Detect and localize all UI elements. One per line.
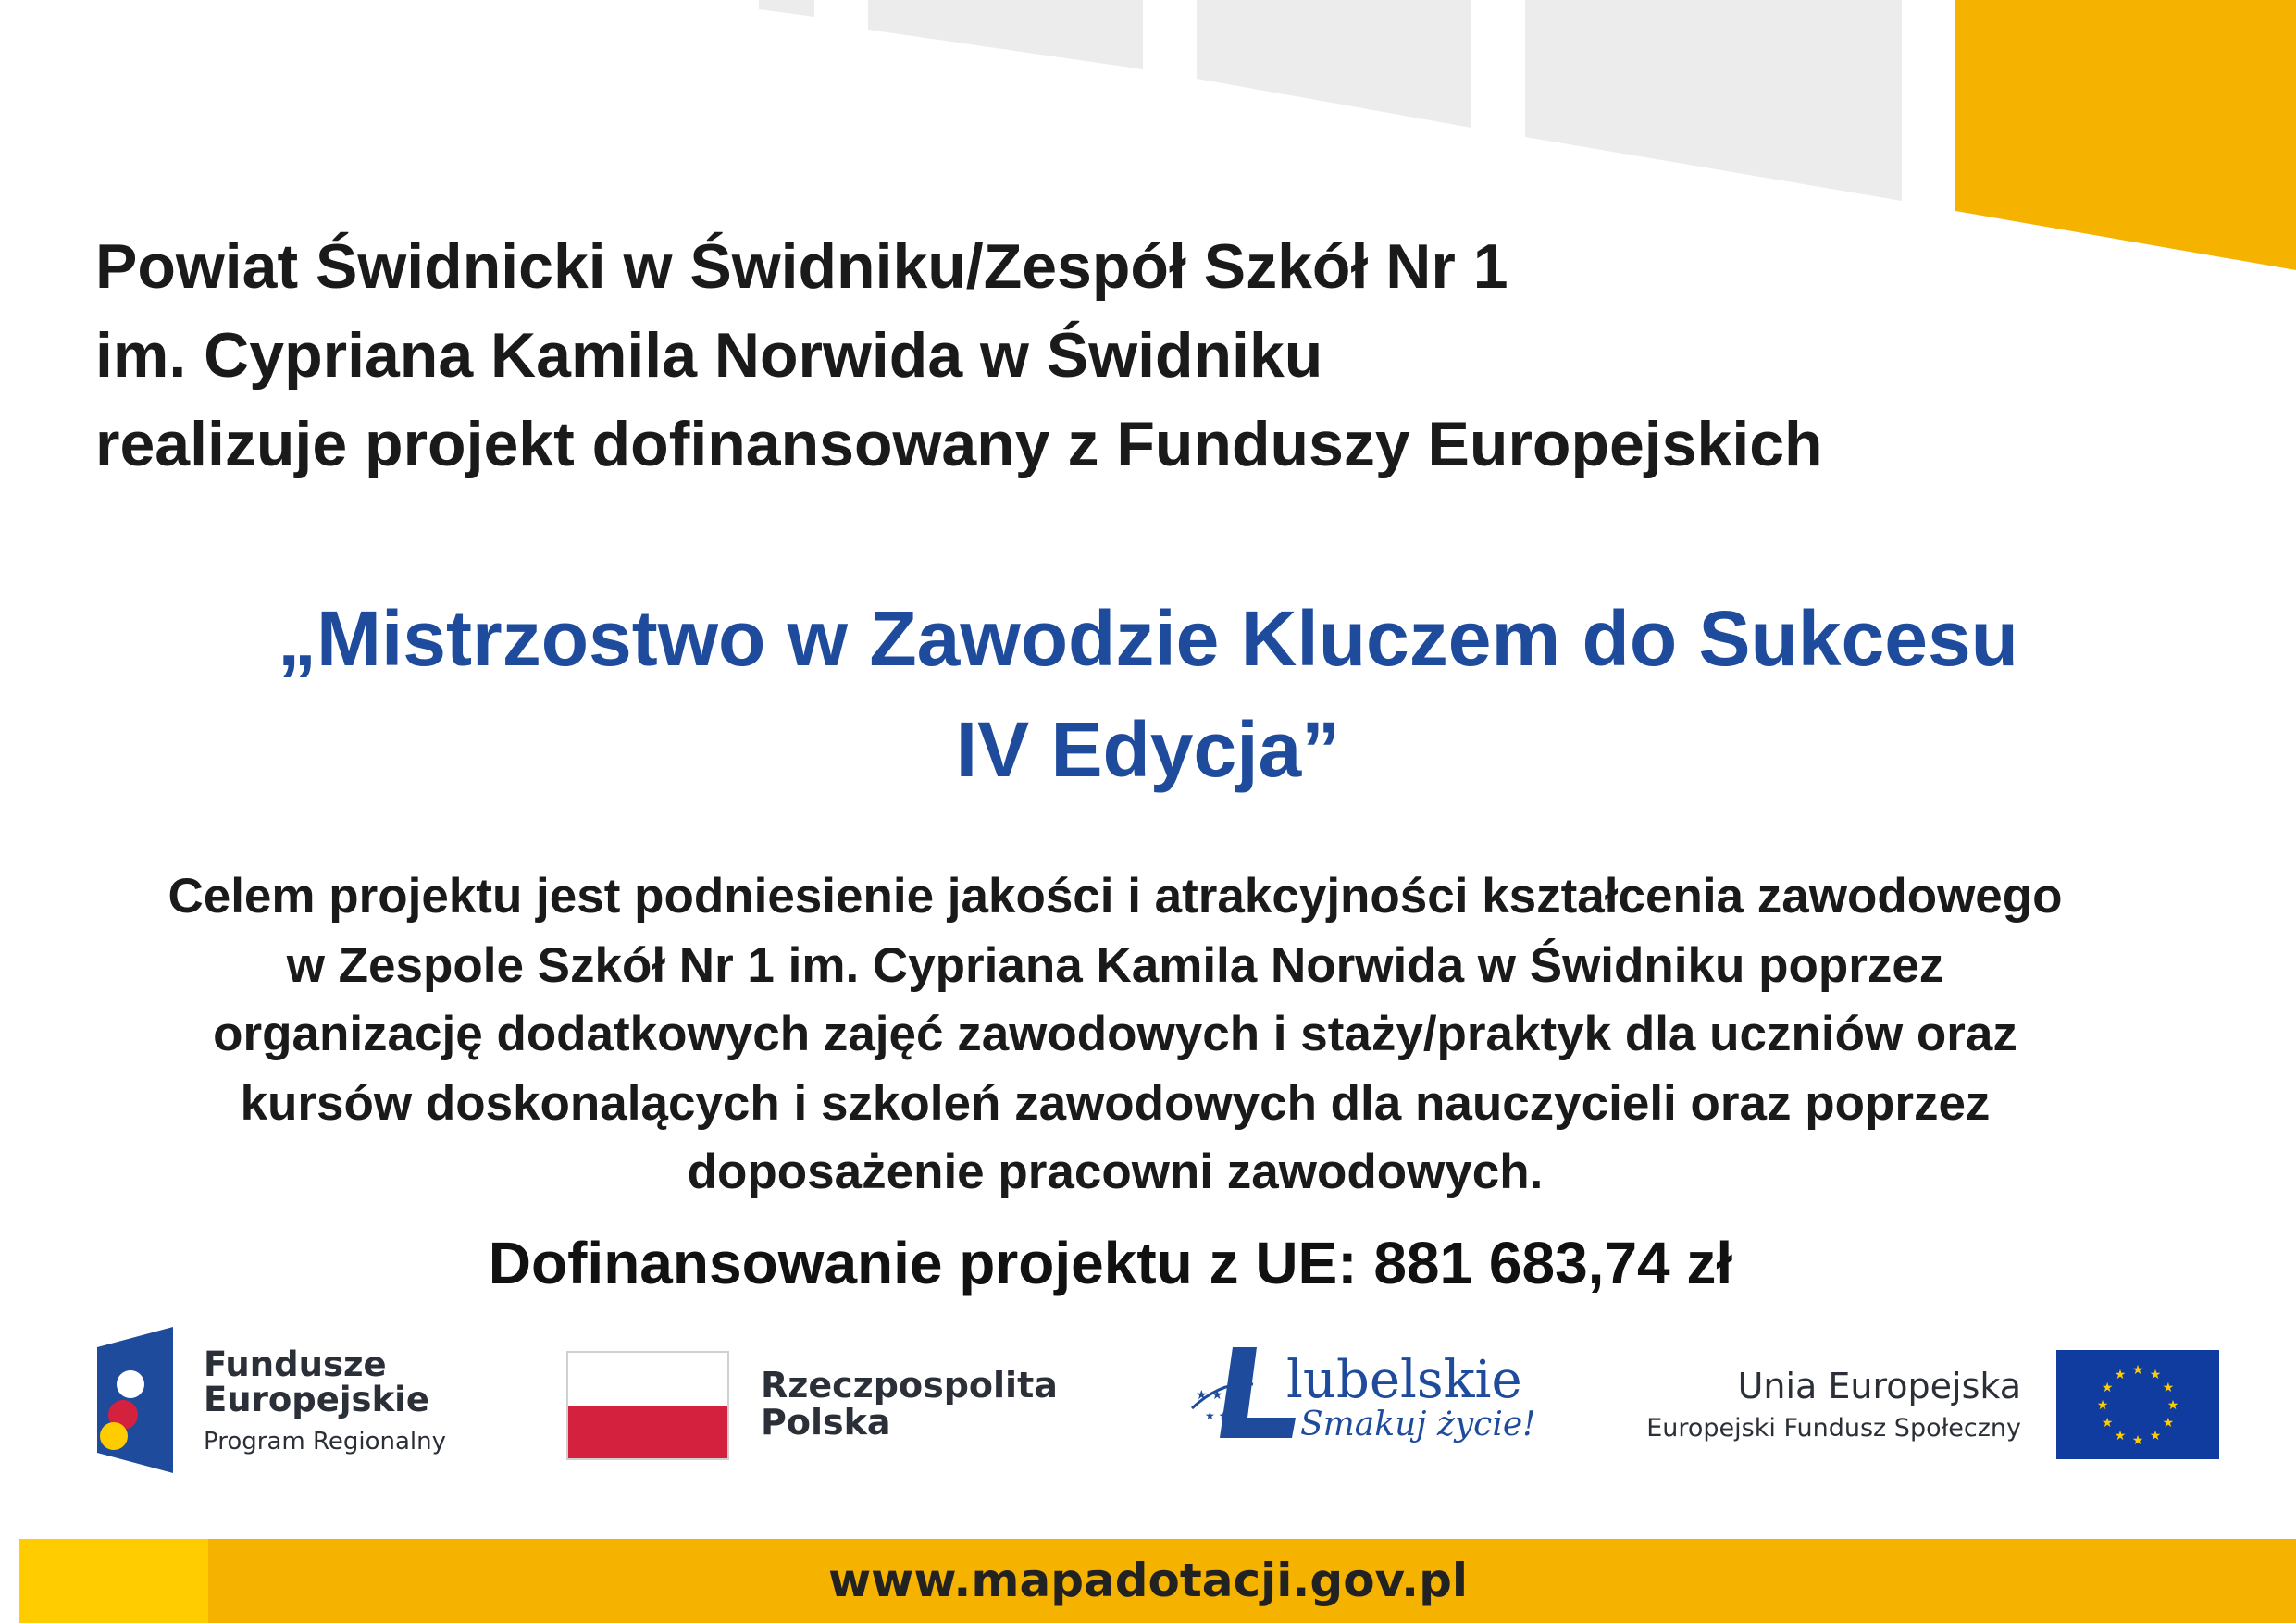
- fundusze-europejskie-title: [204, 1344, 429, 1419]
- intro-line-1: Powiat Świdnicki w Świdniku/Zespół Szkół Nr 1: [95, 231, 1508, 302]
- project-goal: [74, 862, 2156, 1208]
- lubelskie-slogan: Smakuj życie!: [1300, 1406, 1536, 1443]
- goal-line-3: organizację dodatkowych zajęć zawodowych i staży/praktyk dla uczniów oraz: [213, 1007, 2017, 1061]
- unia-europejska-title: Unia Europejska: [1737, 1366, 2021, 1406]
- grey-slat-1: [759, 0, 814, 17]
- project-title-line-2: IV Edycja”: [955, 706, 1341, 793]
- eu-star-icon: ★: [2101, 1381, 2114, 1395]
- goal-line-4: kursów doskonalących i szkoleń zawodowych dla nauczycieli oraz poprzez: [240, 1075, 1991, 1131]
- eu-star-icon: ★: [2149, 1428, 2162, 1443]
- grey-slat-4: [1525, 0, 1902, 201]
- svg-text:★ ★: ★ ★: [1205, 1409, 1229, 1422]
- eu-star-icon: ★: [2131, 1363, 2144, 1378]
- project-title-line-1: „Mistrzostwo w Zawodzie Kluczem do Sukcesu: [278, 595, 2018, 682]
- rzeczpospolita-polska-label: [761, 1367, 1058, 1441]
- fe-title-line-2: Europejskie: [204, 1380, 429, 1419]
- goal-line-5: doposażenie pracowni zawodowych.: [687, 1145, 1544, 1199]
- fe-title-line-1: Fundusze: [204, 1344, 387, 1384]
- rp-line-2: Polska: [761, 1402, 891, 1443]
- goal-line-1: Celem projektu jest podniesienie jakości i atrakcyjności kształcenia zawodowego: [168, 869, 2063, 923]
- project-title: [0, 583, 2296, 805]
- intro-line-2: im. Cypriana Kamila Norwida w Świdniku: [95, 320, 1323, 390]
- polish-flag-icon: [566, 1351, 729, 1460]
- grey-slat-3: [1197, 0, 1471, 128]
- eu-star-icon: ★: [2166, 1398, 2179, 1413]
- lubelskie-name: lubelskie: [1286, 1350, 1522, 1410]
- eu-flag-icon: [2056, 1350, 2219, 1459]
- rp-line-1: Rzeczpospolita: [761, 1365, 1058, 1406]
- eu-star-icon: ★: [2114, 1428, 2127, 1443]
- eu-star-icon: ★: [2096, 1398, 2109, 1413]
- website-link[interactable]: www.mapadotacji.gov.pl: [827, 1554, 1468, 1607]
- eu-star-icon: ★: [2162, 1381, 2175, 1395]
- funding-amount: Dofinansowanie projektu z UE: 881 683,74 zł: [488, 1230, 1733, 1296]
- grey-slat-2: [868, 0, 1143, 69]
- fundusze-europejskie-subtitle: Program Regionalny: [204, 1428, 446, 1456]
- eu-star-icon: ★: [2162, 1416, 2175, 1431]
- eu-star-icon: ★: [2114, 1368, 2127, 1383]
- fundusze-europejskie-icon: [97, 1327, 173, 1473]
- unia-europejska-subtitle: Europejski Fundusz Społeczny: [1646, 1414, 2021, 1443]
- eu-star-icon: ★: [2149, 1368, 2162, 1383]
- eu-star-icon: ★: [2131, 1433, 2144, 1448]
- svg-text:★ ★ ★: ★ ★ ★: [1196, 1388, 1239, 1403]
- eu-star-icon: ★: [2101, 1416, 2114, 1431]
- goal-line-2: w Zespole Szkół Nr 1 im. Cypriana Kamila Norwida w Świdniku poprzez: [286, 937, 1944, 993]
- beneficiary-statement: [95, 222, 2085, 489]
- intro-line-3: realizuje projekt dofinansowany z Funduszy Europejskich: [95, 409, 1823, 479]
